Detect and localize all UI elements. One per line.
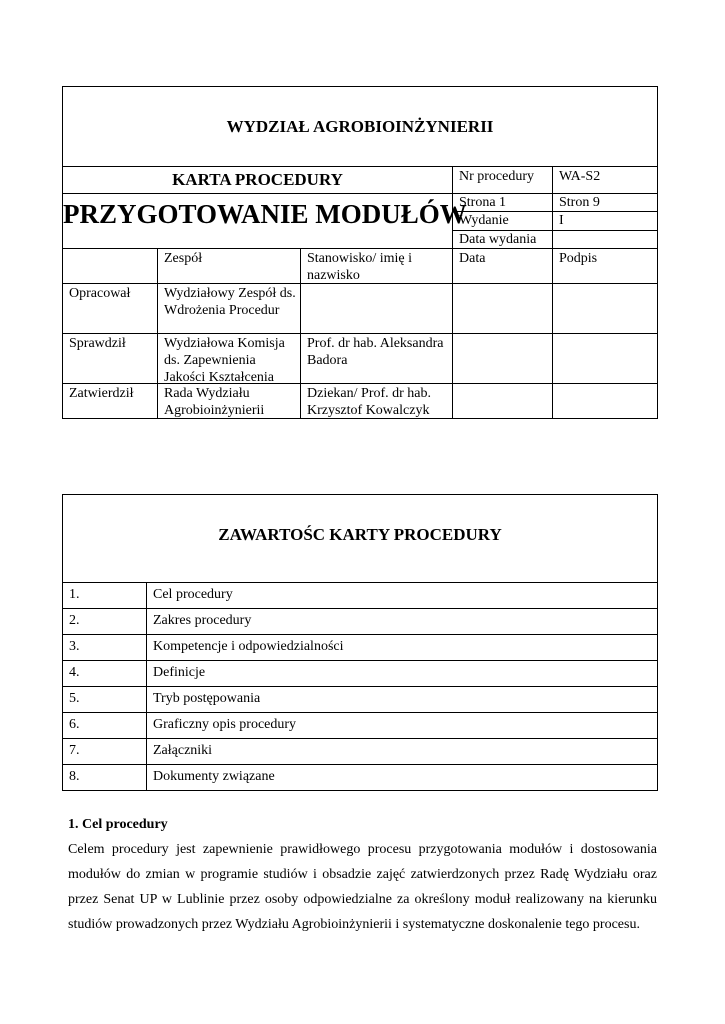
approval-row-person: [300, 283, 453, 334]
nr-procedury-value-cell: [552, 166, 658, 194]
contents-item-num: [62, 634, 147, 661]
section-heading: 1. Cel procedury: [68, 817, 168, 832]
contents-item-num: [62, 582, 147, 609]
data-wydania-value-cell: [552, 230, 658, 249]
col-team-label: Zespół: [164, 251, 203, 266]
wydanie-value: I: [559, 213, 564, 228]
stron-cell: [552, 193, 658, 212]
section-body-text: Celem procedury jest zapewnienie prawidłowego procesu przygotowania modułów i dostosowania modułów do zmian w programie studiów i obsadzie zajęć zatwierdzonych przez Radę Wydziału oraz przez Senat UP w Lublinie przez osoby odpowiedzialne za określony moduł realizowany na kierunku studiów prowadzonych przez Wydziału Agrobioinżynierii i systematyczne doskonalenie tego procesu.: [68, 842, 657, 932]
wydanie-value-cell: [552, 211, 658, 231]
data-wydania-label: Data wydania: [459, 232, 537, 247]
approval-row-person: [300, 383, 453, 419]
item-label: Dokumenty związane: [153, 769, 275, 784]
contents-item-num: [62, 712, 147, 739]
team-value: Wydziałowy Zespół ds. Wdrożenia Procedur: [164, 286, 296, 318]
person-value: Dziekan/ Prof. dr hab. Krzysztof Kowalczyk: [307, 386, 432, 418]
strona-cell: [452, 193, 553, 212]
contents-item-label: [146, 712, 658, 739]
contents-item-num: [62, 608, 147, 635]
stron: Stron 9: [559, 195, 600, 210]
contents-item-label: [146, 660, 658, 687]
faculty-header-cell: [62, 86, 658, 167]
approval-corner-cell: [62, 248, 158, 284]
contents-item-num: [62, 764, 147, 791]
col-person-label: Stanowisko/ imię i nazwisko: [307, 251, 412, 283]
approval-col-person: [300, 248, 453, 284]
section-body: [68, 837, 657, 937]
contents-item-label: [146, 608, 658, 635]
card-title: KARTA PROCEDURY: [172, 170, 343, 189]
contents-item-num: [62, 738, 147, 765]
contents-item-label: [146, 738, 658, 765]
role-sprawdzil: Sprawdził: [69, 336, 126, 351]
wydanie-label: Wydanie: [459, 213, 509, 228]
approval-col-team: [157, 248, 301, 284]
approval-row-role: [62, 283, 158, 334]
item-number: 5.: [69, 691, 80, 706]
wydanie-label-cell: [452, 211, 553, 231]
contents-title-cell: [62, 494, 658, 583]
nr-procedury-value: WA-S2: [559, 169, 601, 184]
item-number: 4.: [69, 665, 80, 680]
contents-item-label: [146, 634, 658, 661]
role-opracowal: Opracował: [69, 286, 131, 301]
approval-row-signature: [552, 333, 658, 384]
contents-item-num: [62, 686, 147, 713]
item-number: 6.: [69, 717, 80, 732]
contents-item-label: [146, 582, 658, 609]
approval-row-date: [452, 383, 553, 419]
item-label: Cel procedury: [153, 587, 233, 602]
item-number: 2.: [69, 613, 80, 628]
team-value: Wydziałowa Komisja ds. Zapewnienia Jakości Kształcenia: [164, 336, 285, 385]
approval-row-date: [452, 333, 553, 384]
approval-col-date: [452, 248, 553, 284]
procedure-title: PRZYGOTOWANIE MODUŁÓW: [63, 199, 467, 229]
role-zatwierdzil: Zatwierdził: [69, 386, 134, 401]
team-value: Rada Wydziału Agrobioinżynierii: [164, 386, 265, 418]
faculty-name: WYDZIAŁ AGROBIOINŻYNIERII: [226, 117, 494, 136]
contents-item-label: [146, 686, 658, 713]
item-number: 7.: [69, 743, 80, 758]
person-value: Prof. dr hab. Aleksandra Badora: [307, 336, 444, 368]
item-label: Definicje: [153, 665, 206, 680]
approval-row-signature: [552, 283, 658, 334]
col-date-label: Data: [459, 251, 486, 266]
item-label: Graficzny opis procedury: [153, 717, 297, 732]
approval-row-date: [452, 283, 553, 334]
item-number: 1.: [69, 587, 80, 602]
item-label: Zakres procedury: [153, 613, 252, 628]
strona: Strona 1: [459, 195, 507, 210]
item-number: 8.: [69, 769, 80, 784]
item-label: Załączniki: [153, 743, 213, 758]
col-signature-label: Podpis: [559, 251, 598, 266]
approval-row-role: [62, 383, 158, 419]
approval-row-signature: [552, 383, 658, 419]
approval-col-signature: [552, 248, 658, 284]
item-number: 3.: [69, 639, 80, 654]
approval-row-team: [157, 283, 301, 334]
data-wydania-label-cell: [452, 230, 553, 249]
nr-procedury-label: Nr procedury: [459, 169, 535, 184]
contents-title: ZAWARTOŚC KARTY PROCEDURY: [218, 525, 502, 544]
approval-row-role: [62, 333, 158, 384]
approval-row-person: [300, 333, 453, 384]
contents-item-num: [62, 660, 147, 687]
procedure-title-cell: [62, 193, 467, 249]
card-title-cell: [62, 166, 453, 194]
contents-item-label: [146, 764, 658, 791]
item-label: Tryb postępowania: [153, 691, 261, 706]
item-label: Kompetencje i odpowiedzialności: [153, 639, 344, 654]
nr-procedury-label-cell: [452, 166, 553, 194]
approval-row-team: [157, 383, 301, 419]
approval-row-team: [157, 333, 301, 384]
